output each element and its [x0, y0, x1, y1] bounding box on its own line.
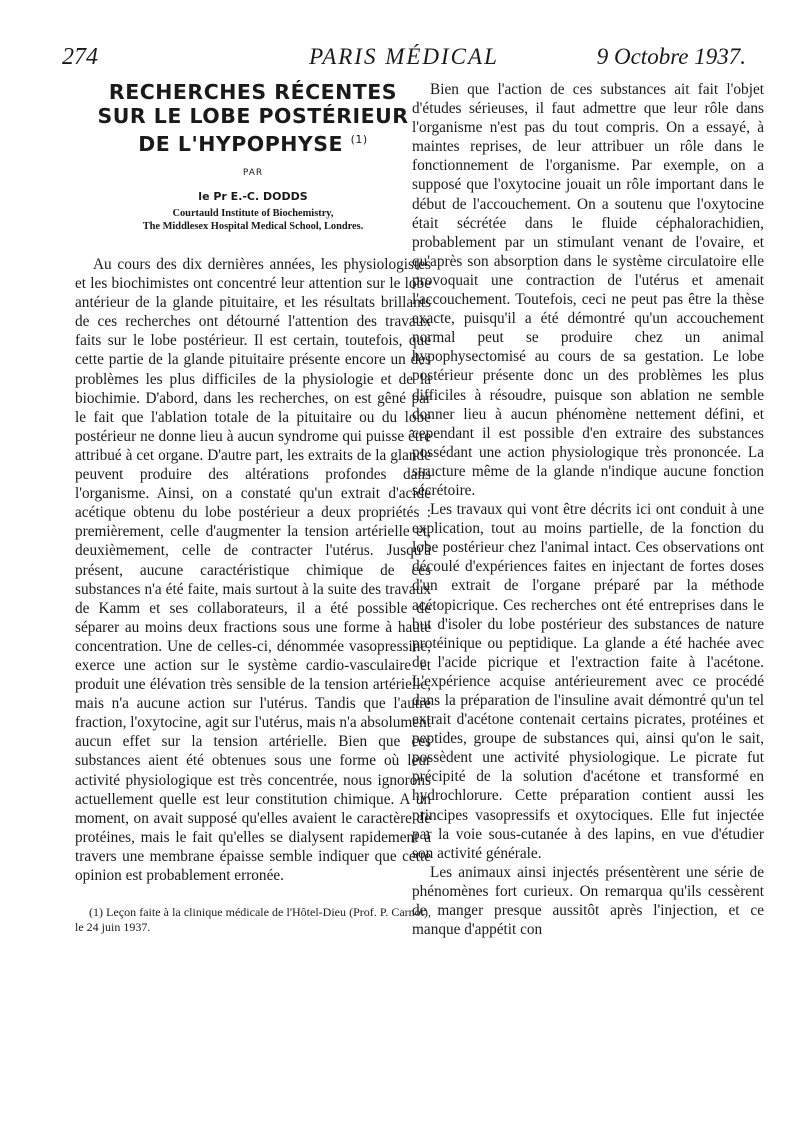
page-number: 274	[62, 44, 98, 70]
title-line-1: RECHERCHES RÉCENTES	[108, 80, 398, 104]
page-header	[62, 44, 746, 76]
footnote: (1) Leçon faite à la clinique médicale de l'Hôtel-Dieu (Prof. P. Carnot), le 24 juin 1937.	[75, 905, 431, 935]
affiliation-line-2: The Middlesex Hospital Medical School, Londres.	[142, 221, 364, 233]
title-line-3: DE L'HYPOPHYSE	[138, 131, 343, 156]
author-name: le Pr E.-C. DODDS	[198, 189, 308, 203]
journal-title: PARIS MÉDICAL	[309, 44, 499, 69]
article-title	[75, 80, 431, 156]
title-footnote-ref: (1)	[350, 133, 368, 146]
body-paragraph-3: Les animaux ainsi injectés présentèrent une série de phénomènes fort curieux. On remarqua qu'ils cessèrent de manger presque aussitôt après l'injection, et ce manque d'appétit con	[412, 863, 764, 939]
right-column	[412, 80, 764, 939]
affiliation	[75, 207, 431, 233]
body-paragraph-2: Les travaux qui vont être décrits ici ont conduit à une explication, tout au moins partielle, de la fonction du lobe postérieur chez l'animal intact. Ces observations ont découlé d'expériences faites en injectant de fortes doses d'un extrait de l'organe préparé par la méthode acétopicrique. Ces recherches ont été entreprises dans le but d'isoler du lobe postérieur des substances de nature protéinique ou peptidique. La glande a été hachée avec de l'acide picrique et l'extraction faite à l'acétone. L'expérience acquise antérieurement avec ce procédé dans la préparation de l'insuline avait démontré qu'un tel extrait d'acétone contenait certains picrates, protéines et peptides, groupe de substances qui, ainsi qu'on le sait, possèdent une activité physiologique. Le picrate fut précipité de la solution d'acétone et transformé en hydrochlorure. Cette préparation contient aussi les principes vasopressifs et oxytociques. Elle fut injectée par la voie sous-cutanée à des lapins, en vue d'étudier son activité générale.	[412, 501, 764, 862]
intro-paragraph: Au cours des dix dernières années, les physiologistes et les biochimistes ont concentré leur attention sur le lobe antérieur de la glande pituitaire, et les résultats brillants de ces recherches ont détourné l'attention des travaux faits sur le lobe postérieur. Il est certain, toutefois, que cette partie de la glande pituitaire présente encore un des problèmes les plus difficiles de la physiologie et de la biochimie. D'abord, dans les recherches, on est gêné par le fait que l'ablation totale de la pituitaire ou du lobe postérieur ne donne lieu à aucun syndrome qui puisse être attribué à cet organe. D'autre part, les extraits de la glande peuvent produire des altérations profondes dans l'organisme. Ainsi, on a constaté qu'un extrait d'acide acétique obtenu du lobe postérieur a deux propriétés : premièrement, celle d'augmenter la tension artérielle et, deuxièmement, celle de contracter l'utérus. Jusqu'à présent, aucune caractéristique chimique de ces substances n'a été faite, mais surtout à la suite des travaux de Kamm et ses collaborateurs, il a été possible de séparer au moins deux fractions sous une forme à haute concentration. Une de celles-ci, dénommée vasopressine, exerce une action sur le système cardio-vasculaire et produit une élévation très sensible de la tension artérielle, mais n'a aucune action sur l'utérus. Tandis que l'autre fraction, l'oxytocine, agit sur l'utérus, mais n'a absolument aucun effet sur la tension artérielle. Bien que ces substances aient été obtenues sous une forme où leur activité physiologique est très concentrée, nous ignorons actuellement quelle est leur constitution chimique. A un moment, on avait supposé qu'elles avaient le caractère de protéines, mais le fait qu'elles se dialysent rapidement à travers une membrane épaisse semble indiquer que cette opinion est probablement erronée.	[75, 256, 431, 885]
affiliation-line-1: Courtauld Institute of Biochemistry,	[172, 208, 334, 220]
issue-date: 9 Octobre 1937.	[596, 44, 746, 69]
body-paragraph-1: Bien que l'action de ces substances ait fait l'objet d'études sérieuses, il faut admettre que leur rôle dans l'organisme n'est pas du tout compris. On a essayé, à maintes reprises, de leur attribuer un rôle dans le fonctionnement de l'organisme. Par exemple, on a supposé que l'oxytocine jouait un rôle important dans le début de l'accouchement. On a soutenu que l'oxytocine était sécrétée dans le fluide céphalorachidien, probablement par un stimulant venant de l'ovaire, et qu'après son absorption dans le système circulatoire elle provoquait une contraction de l'utérus et amenait l'accouchement. Toutefois, ceci ne peut pas être la thèse exacte, puisqu'il a été démontré qu'un accouchement normal peut se produire chez un animal hypophysectomisé au cours de sa gestation. Le lobe postérieur présente donc un des problèmes les plus difficiles à résoudre, puisque son ablation ne semble donner lieu à aucun phénomène nettement défini, et cependant il est possible d'en extraire des substances possédant une action physiologique très prononcée. La structure même de la glande n'indique aucune fonction sécrétoire.	[412, 81, 764, 499]
title-line-2: SUR LE LOBE POSTÉRIEUR	[97, 104, 409, 128]
left-column	[75, 80, 431, 947]
byline-par: PAR	[242, 167, 264, 178]
